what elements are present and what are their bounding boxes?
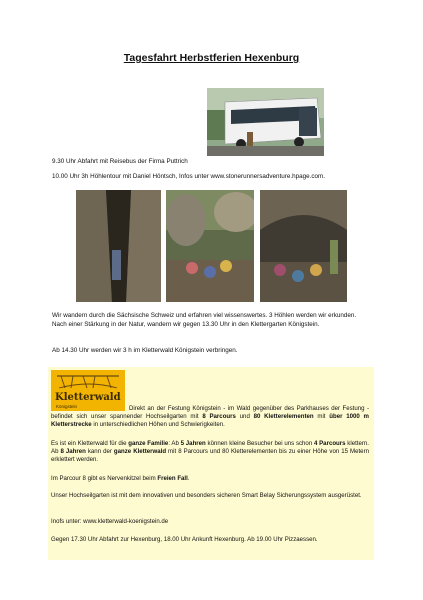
kletterwald-info-box	[48, 367, 374, 560]
kletterwald-time: Ab 14.30 Uhr werden wir 3 h im Kletterwald Königstein verbringen.	[52, 347, 238, 354]
bus-photo	[207, 88, 324, 156]
page-title: Tagesfahrt Herbstferien Hexenburg	[123, 52, 300, 64]
family-paragraph: Es ist ein Kletterwald für die ganze Familie: Ab 5 Jahren können kleine Besucher bei uns schon 4 Parcours klettern. Ab 8 Jahren kann der ganze Kletterwald mit 8 Parcours und 80 Kletterelementen bis zu einer Höhe von 15 Metern erklettert werden.	[51, 440, 369, 463]
cave-photo-2	[166, 190, 254, 302]
hiking-paragraph: Wir wandern durch die Sächsische Schweiz und erfahren viel wissenswertes. 3 Höhlen werden wir erkunden. Nach einer Stärkung in der Natur, wandern wir gegen 13.30 Uhr in den Klettergarten Königstein.	[52, 312, 357, 328]
cave-tour-line: 10.00 Uhr 3h Höhlentour mit Daniel Höntsch, Infos unter www.stonerunnersadventure.hpage.com.	[52, 173, 326, 180]
cave-photo-1	[76, 190, 161, 302]
free-fall-paragraph: Im Parcour 8 gibt es Nervenkitzel beim Freien Fall.	[51, 475, 190, 482]
departure-line: 9.30 Uhr Abfahrt mit Reisebus der Firma Puttrich	[52, 158, 188, 165]
info-link: Inofs unter: www.kletterwald-koenigstein.de	[51, 518, 169, 525]
intro-paragraph: Direkt an der Festung Königstein - im Wald gegenüber des Parkhauses der Festung - befindet sich unser spannender Hochseilgarten mit 8 Parcours und 80 Kletterelementen mit über 1000 m Kletterstrecke in unterschiedlichen Höhen und Schwierigkeiten.	[51, 405, 369, 428]
logo-sub: Königstein	[56, 404, 78, 409]
cave-photo-3	[260, 190, 347, 302]
logo-name: Kletterwald	[55, 392, 121, 403]
belay-paragraph: Unser Hochseilgarten ist mit dem innovativen und besonders sicheren Smart Belay Sicherungssystem ausgerüstet.	[51, 492, 362, 499]
return-paragraph: Gegen 17.30 Uhr Abfahrt zur Hexenburg, 18.00 Uhr Ankunft Hexenburg. Ab 19.00 Uhr Pizzaessen.	[51, 536, 318, 543]
